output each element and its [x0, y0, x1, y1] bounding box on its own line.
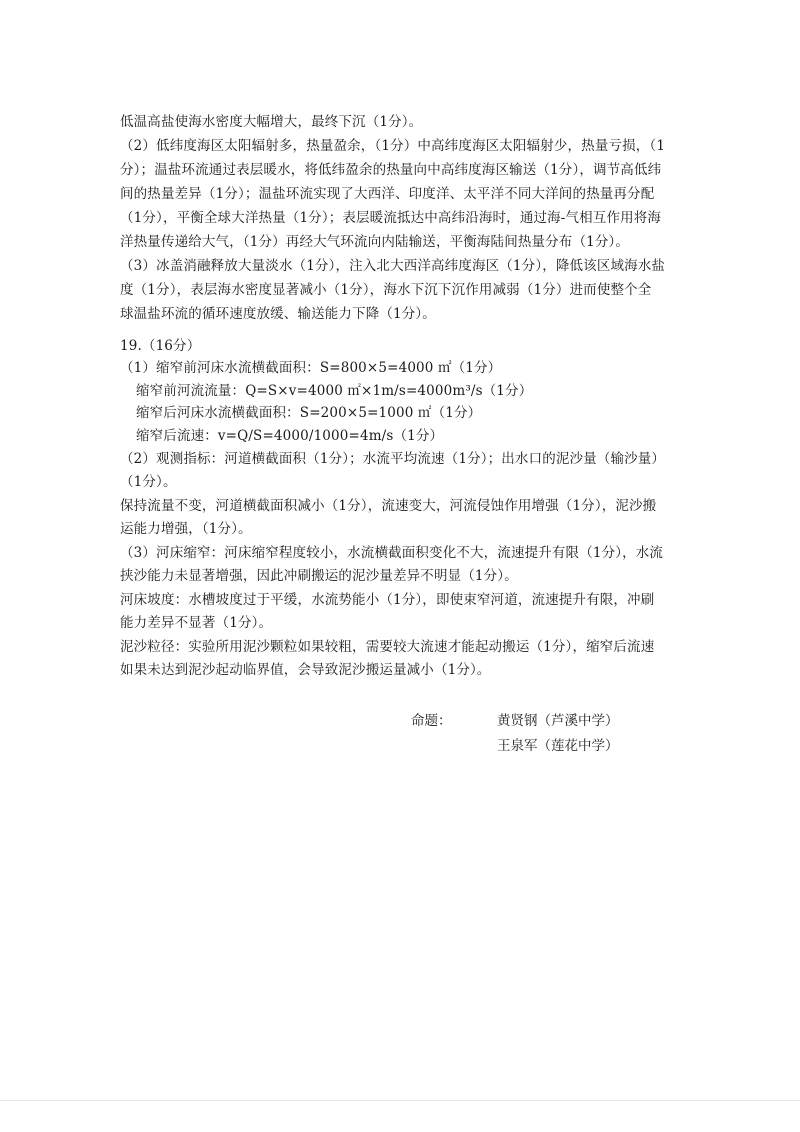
signature-author: 黄贤钢（芦溪中学）	[497, 713, 619, 729]
answer-line: 缩窄后河床水流横截面积：S=200×5=1000 ㎡（1分）	[136, 405, 482, 421]
answer-line: （1分）。	[120, 474, 177, 490]
answer-line: （3）冰盖消融释放大量淡水（1分），注入北大西洋高纬度海区（1分），降低该区域海水盐	[120, 258, 666, 274]
answer-line: （1）缩窄前河床水流横截面积：S=800×5=4000 ㎡（1分）	[120, 360, 502, 376]
answer-line: （1分），平衡全球大洋热量（1分）；表层暖流抵达中高纬沿海时，通过海-气相互作用将海	[120, 210, 662, 226]
answer-line: 度（1分），表层海水密度显著减小（1分），海水下沉下沉作用减弱（1分）进而使整个全	[120, 282, 652, 298]
answer-line: 缩窄前河流流量：Q=S×v=4000 ㎡×1m/s=4000m³/s（1分）	[136, 383, 533, 399]
answer-line: 低温高盐使海水密度大幅增大，最终下沉（1分）。	[120, 114, 423, 130]
answer-line: 能力差异不显著（1分）。	[120, 615, 273, 631]
answer-line: 如果未达到泥沙起动临界值，会导致泥沙搬运量减小（1分）。	[120, 662, 491, 678]
answer-line: 缩窄后流速：v=Q/S=4000/1000=4m/s（1分）	[136, 428, 444, 444]
answer-line: 运能力增强，（1分）。	[120, 521, 252, 537]
answer-line: 挟沙能力未显著增强，因此冲刷搬运的泥沙量差异不明显（1分）。	[120, 568, 518, 584]
answer-line: （3）河床缩窄：河床缩窄程度较小，水流横截面积变化不大，流速提升有限（1分），水流	[120, 545, 664, 561]
signature-author: 王泉军（莲花中学）	[497, 738, 619, 754]
answer-line: 分）；温盐环流通过表层暖水，将低纬盈余的热量向中高纬度海区输送（1分），调节高低纬	[120, 162, 662, 178]
answer-line: （2）观测指标：河道横截面积（1分）；水流平均流速（1分）；出水口的泥沙量（输沙量）	[120, 451, 666, 467]
answer-line: 洋热量传递给大气，（1分）再经大气环流向内陆输送，平衡海陆间热量分布（1分）。	[120, 234, 630, 250]
question-heading: 19.（16分）	[120, 338, 201, 354]
answer-line: 保持流量不变，河道横截面积减小（1分），流速变大，河流侵蚀作用增强（1分），泥沙搬	[120, 498, 657, 514]
answer-line: 间的热量差异（1分）；温盐环流实现了大西洋、印度洋、太平洋不同大洋间的热量再分配	[120, 186, 655, 202]
page-bottom-divider	[0, 1100, 800, 1101]
answer-line: 泥沙粒径：实验所用泥沙颗粒如果较粗，需要较大流速才能起动搬运（1分），缩窄后流速	[120, 639, 655, 655]
answer-line: （2）低纬度海区太阳辐射多，热量盈余，（1分）中高纬度海区太阳辐射少，热量亏损，（1	[120, 138, 666, 154]
answer-line: 河床坡度：水槽坡度过于平缓，水流势能小（1分），即使束窄河道，流速提升有限，冲刷	[120, 592, 655, 608]
answer-line: 球温盐环流的循环速度放缓、输送能力下降（1分）。	[120, 306, 436, 322]
signature-label: 命题：	[411, 713, 452, 729]
